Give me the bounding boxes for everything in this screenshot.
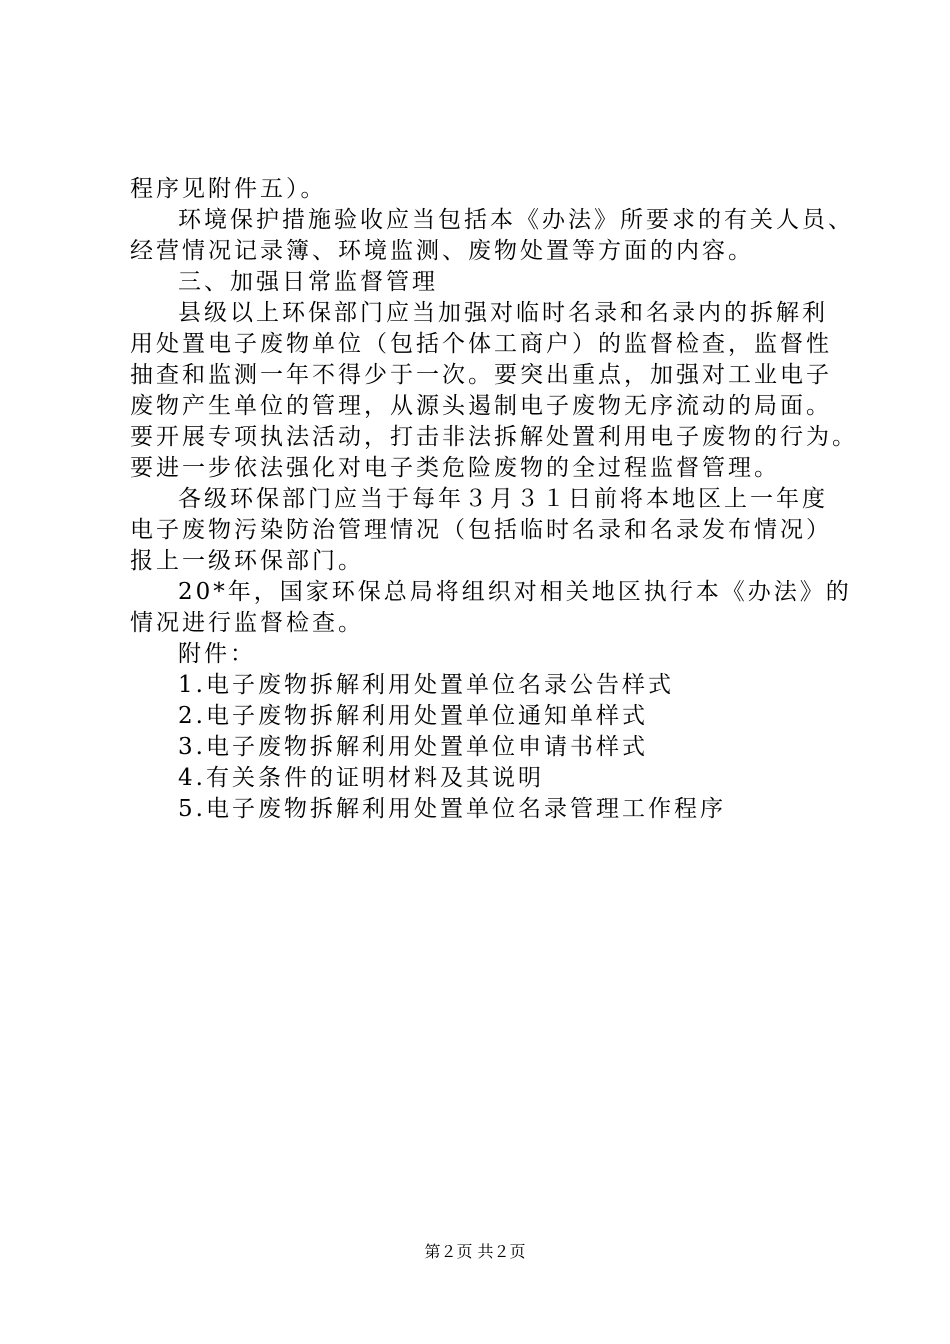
- section-heading: 三、加强日常监督管理: [178, 269, 438, 295]
- body-line: 要开展专项执法活动，打击非法拆解处置利用电子废物的行为。: [130, 424, 858, 450]
- body-line: 情况进行监督检查。: [130, 610, 364, 636]
- body-line: 废物产生单位的管理，从源头遏制电子废物无序流动的局面。: [130, 393, 832, 419]
- body-line: 要进一步依法强化对电子类危险废物的全过程监督管理。: [130, 455, 780, 481]
- body-line: 经营情况记录簿、环境监测、废物处置等方面的内容。: [130, 238, 754, 264]
- body-line: 环境保护措施验收应当包括本《办法》所要求的有关人员、: [178, 207, 854, 233]
- body-line: 20*年，国家环保总局将组织对相关地区执行本《办法》的: [178, 579, 852, 605]
- body-line: 程序见附件五）。: [130, 176, 327, 202]
- attachment-item: 3.电子废物拆解利用处置单位申请书样式: [178, 734, 648, 760]
- attachment-item: 5.电子废物拆解利用处置单位名录管理工作程序: [178, 796, 726, 822]
- body-line: 电子废物污染防治管理情况（包括临时名录和名录发布情况）: [130, 517, 832, 543]
- attachment-item: 1.电子废物拆解利用处置单位名录公告样式: [178, 672, 674, 698]
- body-line: 各级环保部门应当于每年３月３１日前将本地区上一年度: [178, 486, 828, 512]
- body-line: 县级以上环保部门应当加强对临时名录和名录内的拆解利: [178, 300, 828, 326]
- body-line: 抽查和监测一年不得少于一次。要突出重点，加强对工业电子: [130, 362, 832, 388]
- attachment-item: 4.有关条件的证明材料及其说明: [178, 765, 544, 791]
- body-line: 报上一级环保部门。: [130, 548, 364, 574]
- page-number-footer: 第２页 共２页: [424, 1242, 526, 1261]
- attachment-item: 2.电子废物拆解利用处置单位通知单样式: [178, 703, 648, 729]
- body-line: 用处置电子废物单位（包括个体工商户）的监督检查，监督性: [130, 331, 832, 357]
- attachments-heading: 附件：: [178, 641, 256, 667]
